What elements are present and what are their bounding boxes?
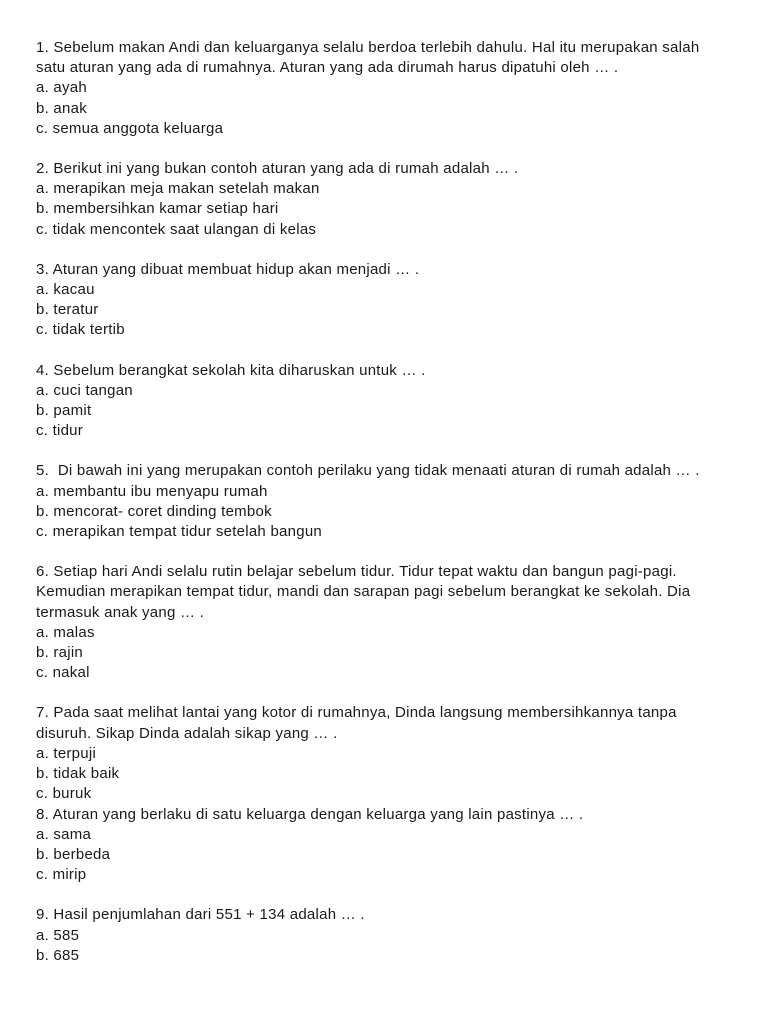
option-b: b. membersihkan kamar setiap hari — [36, 200, 279, 218]
option-a: a. malas — [36, 623, 95, 641]
option-c: c. buruk — [36, 785, 92, 803]
question-8 — [36, 805, 728, 886]
option-b: b. teratur — [36, 301, 99, 319]
option-c: c. tidak tertib — [36, 321, 125, 339]
question-1 — [36, 38, 728, 139]
question-9 — [36, 905, 728, 966]
option-c: c. nakal — [36, 664, 90, 682]
option-b: b. mencorat- coret dinding tembok — [36, 502, 272, 520]
option-c: c. tidur — [36, 422, 84, 440]
question-4 — [36, 361, 728, 442]
option-a: a. sama — [36, 825, 92, 843]
option-b: b. anak — [36, 99, 87, 117]
question-text: 5. Di bawah ini yang merupakan contoh perilaku yang tidak menaati aturan di rumah adalah … . — [36, 462, 700, 480]
question-text: 2. Berikut ini yang bukan contoh aturan yang ada di rumah adalah … . — [36, 160, 519, 178]
question-text: 3. Aturan yang dibuat membuat hidup akan menjadi … . — [36, 260, 420, 278]
option-c: c. merapikan tempat tidur setelah bangun — [36, 523, 322, 541]
option-a: a. cuci tangan — [36, 381, 133, 399]
option-a: a. ayah — [36, 79, 87, 97]
option-a: a. kacau — [36, 281, 95, 299]
question-7 — [36, 703, 728, 804]
question-text: 1. Sebelum makan Andi dan keluarganya selalu berdoa terlebih dahulu. Hal itu merupakan salah satu aturan yang ada di rumahnya. Aturan yang ada dirumah harus dipatuhi oleh … . — [36, 39, 704, 77]
option-b: b. tidak baik — [36, 765, 120, 783]
option-b: b. berbeda — [36, 845, 111, 863]
option-a: a. merapikan meja makan setelah makan — [36, 180, 320, 198]
question-2 — [36, 159, 728, 240]
question-text: 9. Hasil penjumlahan dari 551 + 134 adalah … . — [36, 906, 365, 924]
option-c: c. mirip — [36, 866, 87, 884]
option-a: a. terpuji — [36, 744, 97, 762]
question-5 — [36, 461, 728, 542]
option-a: a. 585 — [36, 926, 80, 944]
option-c: c. semua anggota keluarga — [36, 119, 224, 137]
question-text: 4. Sebelum berangkat sekolah kita diharuskan untuk … . — [36, 361, 426, 379]
question-text: 8. Aturan yang berlaku di satu keluarga dengan keluarga yang lain pastinya … . — [36, 805, 584, 823]
question-3 — [36, 260, 728, 341]
option-b: b. pamit — [36, 402, 92, 420]
question-text: 7. Pada saat melihat lantai yang kotor di rumahnya, Dinda langsung membersihkannya tanpa disuruh. Sikap Dinda adalah sikap yang … . — [36, 704, 682, 742]
option-b: b. 685 — [36, 946, 80, 964]
question-text: 6. Setiap hari Andi selalu rutin belajar sebelum tidur. Tidur tepat waktu dan bangun pagi-pagi. Kemudian merapikan tempat tidur, mandi dan sarapan pagi sebelum berangkat ke sekolah. Dia termasuk anak yang … . — [36, 563, 695, 621]
option-b: b. rajin — [36, 644, 84, 662]
option-c: c. tidak mencontek saat ulangan di kelas — [36, 220, 317, 238]
option-a: a. membantu ibu menyapu rumah — [36, 482, 268, 500]
question-6 — [36, 562, 728, 683]
